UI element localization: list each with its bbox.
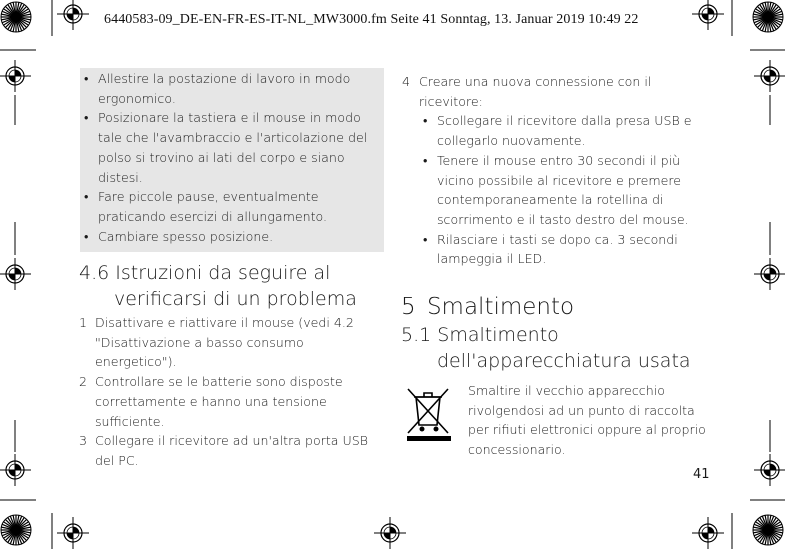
section-title-line1: Istruzioni da seguire al: [115, 262, 331, 284]
list-item: • Posizionare la tastiera e il mouse in modo tale che l'avambraccio e l'articolazione del polso si trovino ai lati del corpo e siano distesi.: [80, 108, 380, 187]
list-item: [79, 372, 371, 431]
section-title-line2: dell'apparecchiatura usata: [437, 350, 691, 372]
section-number: 5.1: [401, 324, 432, 346]
file-header: 6440583-09_DE-EN-FR-ES-IT-NL_MW3000.fm Seite 41 Sonntag, 13. Januar 2019 10:49 22: [104, 12, 639, 27]
step-text: Creare una nuova connessione con il ricevitore:: [419, 74, 652, 109]
list-item: [79, 313, 371, 372]
step-text: Controllare se le batterie sono disposte correttamente e hanno una tensione sufficiente.: [95, 374, 343, 429]
section-heading-5-1: [401, 322, 721, 374]
list-item: • Tenere il mouse entro 30 secondi il più vicino possibile al ricevitore e premere contemporaneamente la rotellina di scorrimento e il tasto destro del mouse.: [419, 151, 714, 230]
list-item: • Allestire la postazione di lavoro in modo ergonomico.: [80, 69, 380, 108]
list-item: • Rilasciare i tasti se dopo ca. 3 secondi lampeggia il LED.: [419, 230, 714, 269]
list-item: • Scollegare il ricevitore dalla presa USB e collegarlo nuovamente.: [419, 111, 714, 150]
disposal-text: Smaltire il vecchio apparecchio rivolgendosi ad un punto di raccolta per rifiuti elettronici oppure al proprio concessionario.: [468, 383, 706, 458]
list-item: • Cambiare spesso posizione.: [80, 227, 380, 247]
weee-crossed-bin-icon: [403, 385, 455, 443]
section-title-line1: Smaltimento: [437, 324, 559, 346]
step-number: 2: [79, 374, 88, 390]
troubleshooting-steps: [79, 313, 371, 471]
section-number: 4.6: [79, 262, 110, 284]
section-title: Smaltimento: [426, 294, 575, 320]
section-heading-5: [401, 293, 574, 321]
list-item: [79, 431, 371, 470]
step-text: Collegare il ricevitore ad un'altra porta USB del PC.: [95, 433, 368, 468]
section-title-line2: verificarsi di un problema: [114, 288, 357, 310]
step-text: Disattivare e riattivare il mouse (vedi 4.2 "Disattivazione a basso consumo energetico").: [95, 315, 354, 370]
step-number: 3: [79, 433, 88, 449]
step-number: 1: [79, 315, 88, 330]
ergonomic-tips-list: [80, 69, 380, 246]
step-4: [402, 72, 714, 269]
step-number: 4: [402, 74, 411, 89]
page-number: 41: [693, 467, 710, 482]
step-4-bullets: [419, 111, 714, 269]
section-number: 5: [401, 294, 416, 320]
section-heading-4-6: [79, 260, 379, 312]
list-item: • Fare piccole pause, eventualmente praticando esercizi di allungamento.: [80, 187, 380, 226]
